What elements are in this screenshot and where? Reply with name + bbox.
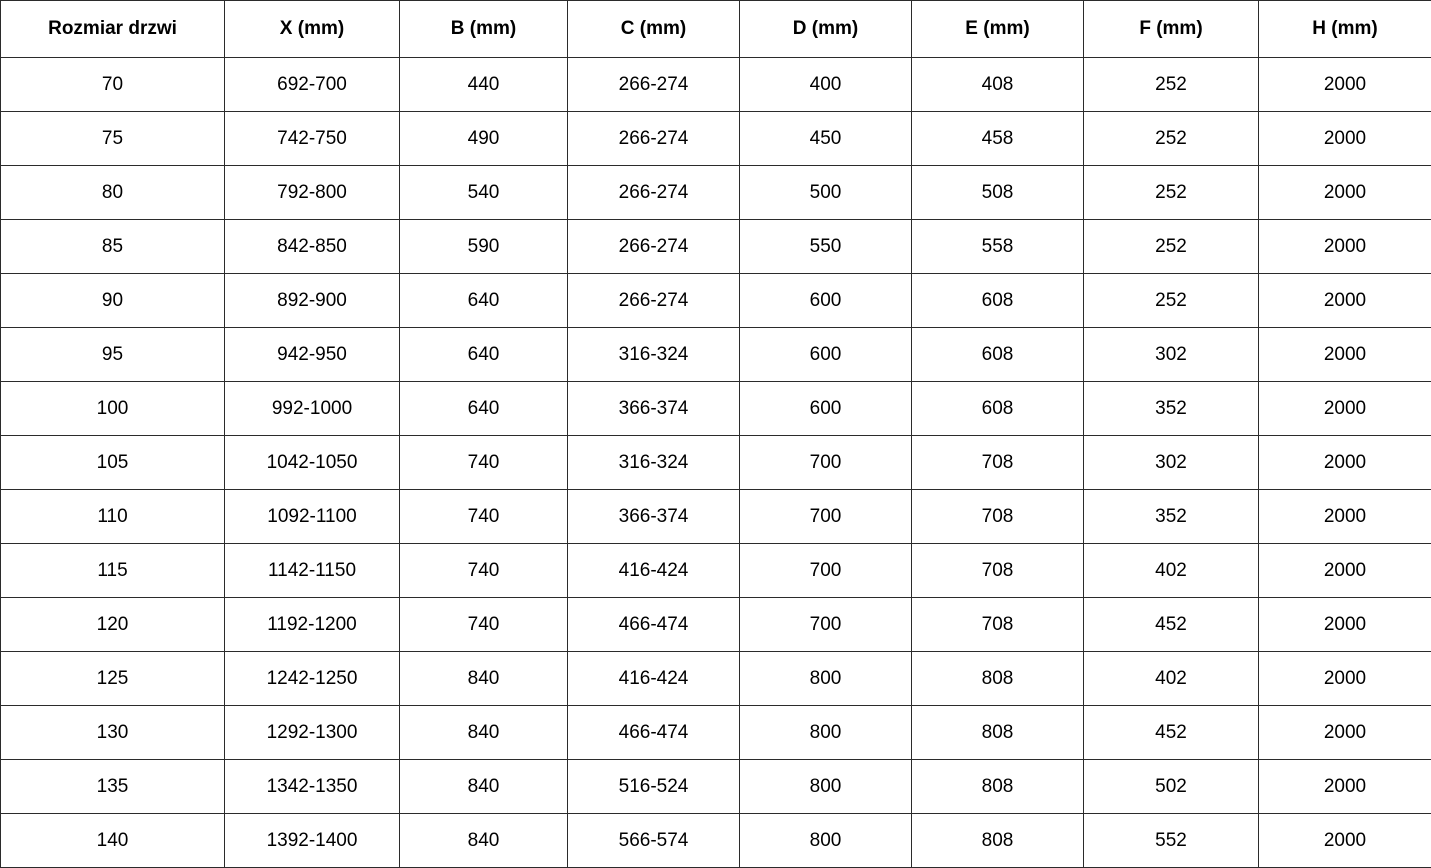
cell-f: 302: [1084, 436, 1259, 490]
cell-f: 352: [1084, 382, 1259, 436]
cell-c: 416-424: [568, 544, 740, 598]
cell-c: 366-374: [568, 382, 740, 436]
cell-size: 90: [1, 274, 225, 328]
cell-b: 540: [400, 166, 568, 220]
cell-e: 708: [912, 598, 1084, 652]
cell-h: 2000: [1259, 814, 1431, 868]
table-header: [1, 1, 1431, 58]
cell-f: 352: [1084, 490, 1259, 544]
cell-b: 640: [400, 274, 568, 328]
cell-f: 452: [1084, 598, 1259, 652]
cell-f: 252: [1084, 220, 1259, 274]
cell-x: 1142-1150: [225, 544, 400, 598]
cell-h: 2000: [1259, 166, 1431, 220]
cell-size: 105: [1, 436, 225, 490]
cell-h: 2000: [1259, 328, 1431, 382]
cell-h: 2000: [1259, 436, 1431, 490]
cell-e: 808: [912, 652, 1084, 706]
table-row: [1, 490, 1431, 544]
cell-b: 740: [400, 490, 568, 544]
table-row: [1, 544, 1431, 598]
column-header-f: F (mm): [1084, 1, 1259, 58]
cell-h: 2000: [1259, 112, 1431, 166]
cell-x: 792-800: [225, 166, 400, 220]
table-row: [1, 220, 1431, 274]
cell-h: 2000: [1259, 706, 1431, 760]
cell-b: 490: [400, 112, 568, 166]
cell-x: 892-900: [225, 274, 400, 328]
cell-c: 316-324: [568, 328, 740, 382]
cell-x: 692-700: [225, 58, 400, 112]
cell-f: 402: [1084, 544, 1259, 598]
cell-e: 608: [912, 328, 1084, 382]
cell-c: 266-274: [568, 166, 740, 220]
cell-f: 402: [1084, 652, 1259, 706]
cell-b: 840: [400, 652, 568, 706]
cell-d: 500: [740, 166, 912, 220]
table-body: [1, 58, 1431, 868]
cell-d: 550: [740, 220, 912, 274]
cell-size: 85: [1, 220, 225, 274]
cell-h: 2000: [1259, 652, 1431, 706]
cell-d: 800: [740, 814, 912, 868]
cell-size: 95: [1, 328, 225, 382]
cell-size: 130: [1, 706, 225, 760]
cell-x: 942-950: [225, 328, 400, 382]
column-header-x: X (mm): [225, 1, 400, 58]
cell-c: 266-274: [568, 274, 740, 328]
cell-size: 70: [1, 58, 225, 112]
column-header-rozmiar-drzwi: Rozmiar drzwi: [1, 1, 225, 58]
cell-b: 840: [400, 814, 568, 868]
cell-h: 2000: [1259, 220, 1431, 274]
cell-size: 120: [1, 598, 225, 652]
cell-f: 302: [1084, 328, 1259, 382]
cell-h: 2000: [1259, 58, 1431, 112]
cell-e: 508: [912, 166, 1084, 220]
cell-d: 450: [740, 112, 912, 166]
cell-e: 808: [912, 760, 1084, 814]
cell-b: 740: [400, 598, 568, 652]
table-row: [1, 166, 1431, 220]
cell-e: 708: [912, 490, 1084, 544]
cell-d: 600: [740, 274, 912, 328]
cell-c: 566-574: [568, 814, 740, 868]
column-header-h: H (mm): [1259, 1, 1431, 58]
cell-c: 266-274: [568, 112, 740, 166]
cell-h: 2000: [1259, 382, 1431, 436]
cell-d: 800: [740, 652, 912, 706]
table-row: [1, 382, 1431, 436]
table-row: [1, 274, 1431, 328]
cell-b: 640: [400, 328, 568, 382]
column-header-e: E (mm): [912, 1, 1084, 58]
cell-c: 266-274: [568, 58, 740, 112]
cell-e: 458: [912, 112, 1084, 166]
table-row: [1, 58, 1431, 112]
cell-size: 135: [1, 760, 225, 814]
cell-size: 115: [1, 544, 225, 598]
table-header-row: [1, 1, 1431, 58]
column-header-b: B (mm): [400, 1, 568, 58]
cell-b: 640: [400, 382, 568, 436]
cell-c: 316-324: [568, 436, 740, 490]
cell-h: 2000: [1259, 544, 1431, 598]
cell-x: 1292-1300: [225, 706, 400, 760]
cell-size: 140: [1, 814, 225, 868]
cell-e: 808: [912, 706, 1084, 760]
cell-size: 100: [1, 382, 225, 436]
table-row: [1, 598, 1431, 652]
cell-d: 700: [740, 490, 912, 544]
column-header-d: D (mm): [740, 1, 912, 58]
cell-e: 708: [912, 436, 1084, 490]
cell-e: 558: [912, 220, 1084, 274]
cell-d: 700: [740, 598, 912, 652]
table-row: [1, 436, 1431, 490]
cell-f: 252: [1084, 58, 1259, 112]
cell-x: 1042-1050: [225, 436, 400, 490]
cell-h: 2000: [1259, 598, 1431, 652]
cell-size: 80: [1, 166, 225, 220]
cell-h: 2000: [1259, 760, 1431, 814]
table-row: [1, 112, 1431, 166]
table-row: [1, 652, 1431, 706]
cell-h: 2000: [1259, 490, 1431, 544]
cell-d: 800: [740, 706, 912, 760]
table-row: [1, 760, 1431, 814]
cell-size: 125: [1, 652, 225, 706]
cell-c: 366-374: [568, 490, 740, 544]
cell-d: 600: [740, 328, 912, 382]
cell-c: 466-474: [568, 598, 740, 652]
cell-b: 440: [400, 58, 568, 112]
cell-b: 740: [400, 436, 568, 490]
cell-f: 252: [1084, 274, 1259, 328]
cell-x: 1242-1250: [225, 652, 400, 706]
column-header-c: C (mm): [568, 1, 740, 58]
cell-e: 708: [912, 544, 1084, 598]
cell-b: 840: [400, 706, 568, 760]
cell-f: 502: [1084, 760, 1259, 814]
cell-c: 466-474: [568, 706, 740, 760]
cell-b: 740: [400, 544, 568, 598]
cell-x: 742-750: [225, 112, 400, 166]
cell-e: 608: [912, 382, 1084, 436]
table-row: [1, 328, 1431, 382]
cell-c: 516-524: [568, 760, 740, 814]
cell-e: 408: [912, 58, 1084, 112]
cell-f: 252: [1084, 166, 1259, 220]
cell-x: 1092-1100: [225, 490, 400, 544]
cell-x: 1392-1400: [225, 814, 400, 868]
cell-d: 700: [740, 436, 912, 490]
cell-size: 110: [1, 490, 225, 544]
cell-x: 1192-1200: [225, 598, 400, 652]
cell-c: 416-424: [568, 652, 740, 706]
cell-d: 700: [740, 544, 912, 598]
cell-x: 842-850: [225, 220, 400, 274]
cell-e: 808: [912, 814, 1084, 868]
cell-x: 992-1000: [225, 382, 400, 436]
table-row: [1, 706, 1431, 760]
cell-h: 2000: [1259, 274, 1431, 328]
cell-e: 608: [912, 274, 1084, 328]
cell-d: 800: [740, 760, 912, 814]
cell-d: 400: [740, 58, 912, 112]
cell-f: 552: [1084, 814, 1259, 868]
cell-b: 590: [400, 220, 568, 274]
cell-f: 452: [1084, 706, 1259, 760]
cell-c: 266-274: [568, 220, 740, 274]
table-row: [1, 814, 1431, 868]
cell-size: 75: [1, 112, 225, 166]
cell-f: 252: [1084, 112, 1259, 166]
cell-d: 600: [740, 382, 912, 436]
cell-x: 1342-1350: [225, 760, 400, 814]
cell-b: 840: [400, 760, 568, 814]
